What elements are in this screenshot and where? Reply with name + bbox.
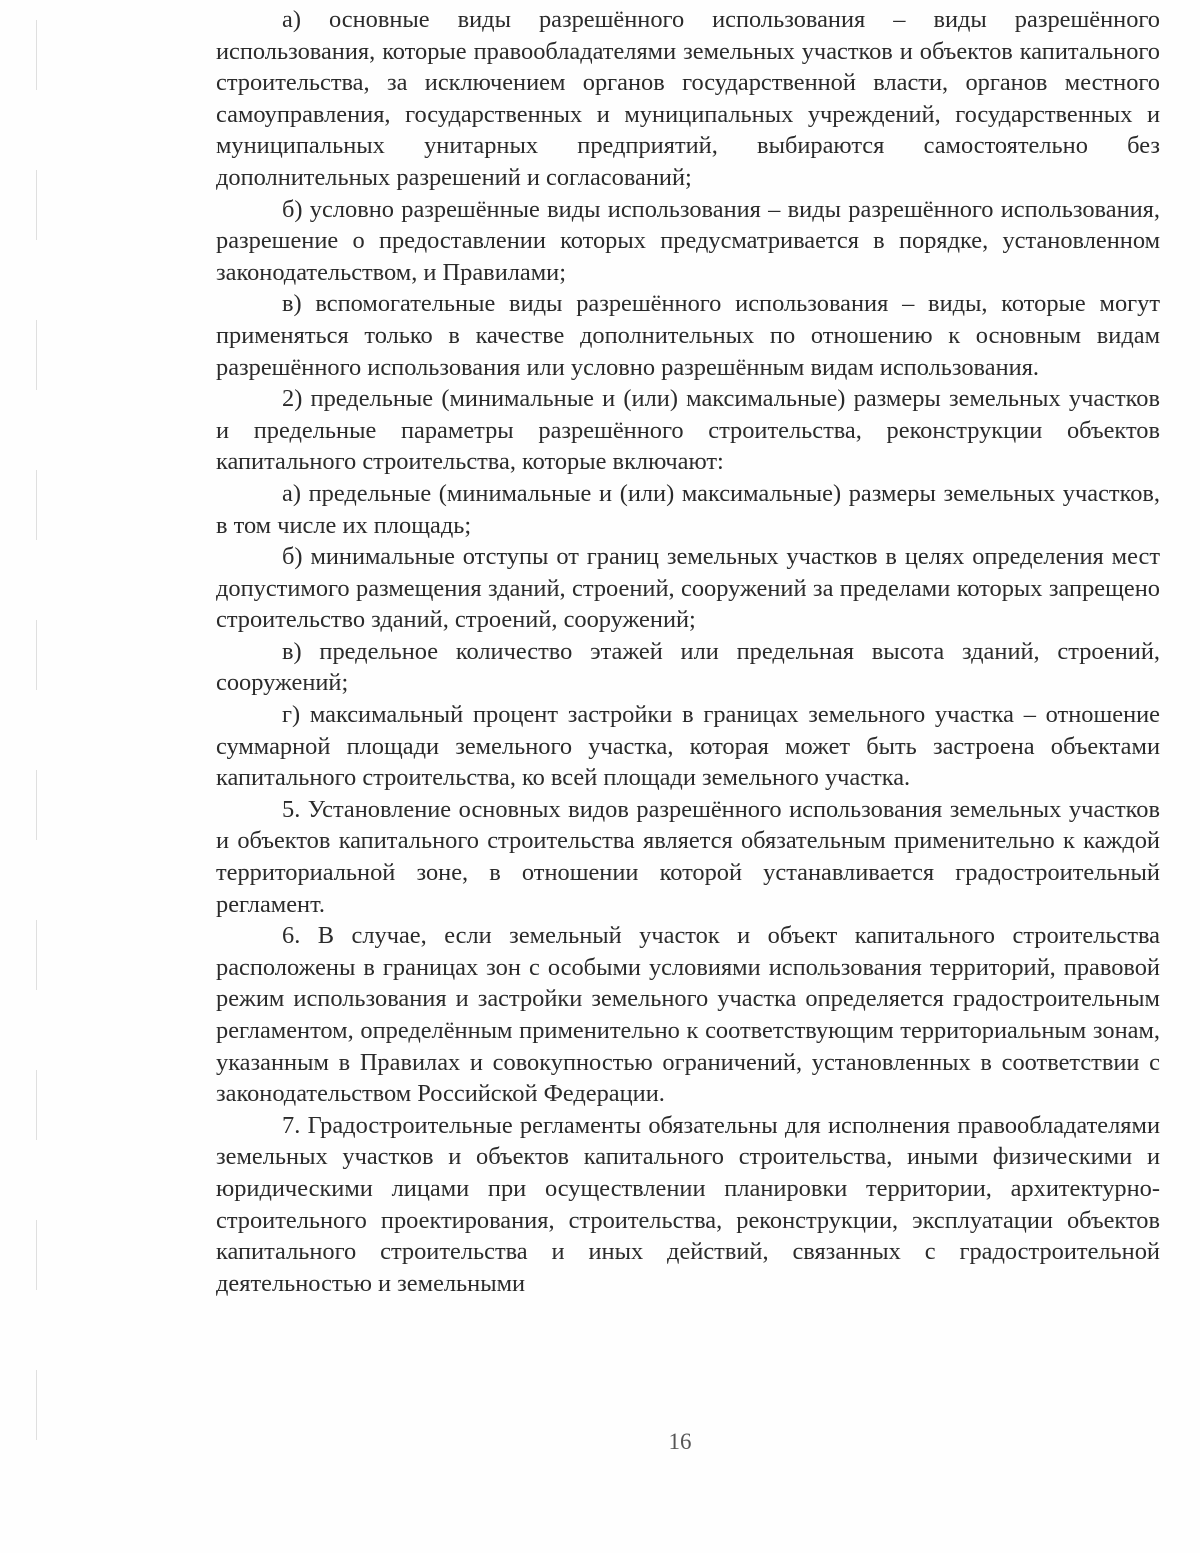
paragraph-a-main-uses: а) основные виды разрешённого использования – виды разрешённого использования, которые правообладателями земельных участков и объектов капитального строительства, за исключением органов государственной власти, органов местного самоуправления, государственных и муниципальных учреждений, государственных и муниципальных унитарных предприятий, выбираются самостоятельно без дополнительных разрешений и согласований;: [216, 6, 1160, 191]
document-body: [216, 4, 1160, 1299]
paragraph-g-build-percentage: г) максимальный процент застройки в границах земельного участка – отношение суммарной площади земельного участка, которая может быть застроена объектами капитального строительства, ко всей площади земельного участка.: [216, 701, 1160, 792]
page-number: 16: [668, 1429, 692, 1454]
paragraph-b-min-setbacks: б) минимальные отступы от границ земельных участков в целях определения мест допустимого размещения зданий, строений, сооружений за пределами которых запрещено строительство зданий, строений, сооружений;: [216, 543, 1160, 634]
paragraph-v-floors-height: в) предельное количество этажей или предельная высота зданий, строений, сооружений;: [216, 637, 1160, 697]
paragraph-b-conditional-uses: б) условно разрешённые виды использования – виды разрешённого использования, разрешение о предоставлении которых предусматривается в порядке, установленном законодательством, и Правилами;: [216, 195, 1160, 286]
paragraph-a-plot-sizes: а) предельные (минимальные и (или) максимальные) размеры земельных участков, в том числе их площадь;: [216, 479, 1160, 539]
paragraph-5-main-uses-required: 5. Установление основных видов разрешённого использования земельных участков и объектов капитального строительства является обязательным применительно к каждой территориальной зоне, в отношении которой устанавливается градостроительный регламент.: [216, 795, 1160, 918]
paragraph-2-limit-parameters: 2) предельные (минимальные и (или) максимальные) размеры земельных участков и предельные параметры разрешённого строительства, реконструкции объектов капитального строительства, которые включают:: [216, 385, 1160, 476]
scan-edge-marks: [36, 20, 37, 1490]
paragraph-v-auxiliary-uses: в) вспомогательные виды разрешённого использования – виды, которые могут применяться только в качестве дополнительных по отношению к основным видам разрешённого использования или условно разрешённым видам использования.: [216, 290, 1160, 381]
paragraph-7-regulations-binding: 7. Градостроительные регламенты обязательны для исполнения правообладателями земельных участков и объектов капитального строительства, иными физическими и юридическими лицами при осуществлении планировки территории, архитектурно-строительного проектирования, строительства, реконструкции, эксплуатации объектов капитального строительства и иных действий, связанных с градостроительной деятельностью и земельными: [216, 1111, 1160, 1297]
paragraph-6-special-zones: 6. В случае, если земельный участок и объект капитального строительства расположены в границах зон с особыми условиями использования территорий, правовой режим использования и застройки земельного участка определяется градостроительным регламентом, определённым применительно к соответствующим территориальным зонам, указанным в Правилах и совокупностью ограничений, установленных в соответствии с законодательством Российской Федерации.: [216, 922, 1160, 1108]
